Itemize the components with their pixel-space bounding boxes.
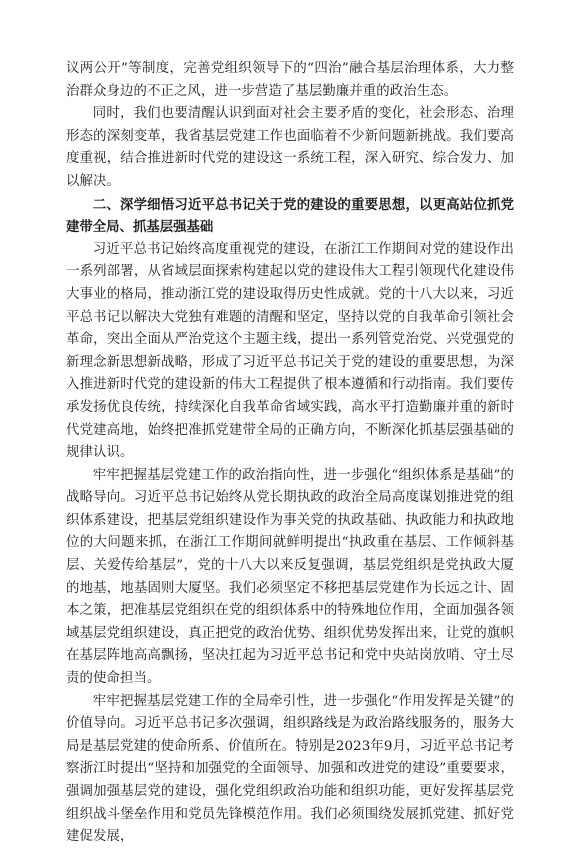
paragraph-political-orientation: 牢牢把握基层党建工作的政治指向性，进一步强化“组织体系是基础”的战略导向。习近平总书记始终从党长期执政的政治全局高度谋划推进党的组织体系建设，把基层党组织建设作为事关党的执政基础、执政能力和执政地位的大问题来抓，在浙江工作期间就鲜明提出“执政重在基层、工作倾斜基层、关爱传给基层”，党的十八大以来反复强调，基层党组织是党执政大厦的地基，地基固则大厦坚。我们必须坚定不移把基层党建作为长远之计、固本之策，把准基层党组织在党的组织体系中的特殊地位作用，全面加强各领域基层党组织建设，真正把党的政治优势、组织优势发挥出来，让党的旗帜在基层阵地高高飘扬，坚决扛起为习近平总书记和党中央站岗放哨、守土尽责的使命担当。 xyxy=(66,467,514,687)
document-page xyxy=(66,58,514,849)
section-heading: 二、深学细悟习近平总书记关于党的建设的重要思想，以更高站位抓党建带全局、抓基层强基础 xyxy=(66,196,514,236)
paragraph-overall-leadership: 牢牢把握基层党建工作的全局牵引性，进一步强化“作用发挥是关键”的价值导向。习近平总书记多次强调，组织路线是为政治路线服务的，服务大局是基层党建的使命所系、价值所在。特别是2023年9月，习近平总书记考察浙江时提出“坚持和加强党的全面领导、加强和改进党的建设”重要要求，强调加强基层党的建设，强化党组织政治功能和组织功能，更好发挥基层党组织战斗堡垒作用和党员先锋模范作用。我们必须围绕发展抓党建、抓好党建促发展， xyxy=(66,693,514,845)
paragraph-continued: 议两公开”等制度，完善党组织领导下的“四治”融合基层治理体系，大力整治群众身边的不正之风，进一步营造了基层勤廉并重的政治生态。 xyxy=(66,61,514,99)
paragraph-challenges: 同时，我们也要清醒认识到面对社会主要矛盾的变化，社会形态、治理形态的深刻变革，我省基层党建工作也面临着不少新问题新挑战。我们要高度重视，结合推进新时代党的建设这一系统工程，深入研究、综合发力、加以解决。 xyxy=(66,106,514,189)
paragraph-party-building-thought: 习近平总书记始终高度重视党的建设，在浙江工作期间对党的建设作出一系列部署，从省域层面探索构建起以党的建设伟大工程引领现代化建设伟大事业的格局，推动浙江党的建设取得历史性成就。党的十八大以来，习近平总书记以解决大党独有难题的清醒和坚定，坚持以党的自我革命引领社会革命，突出全面从严治党这个主题主线，提出一系列管党治党、兴党强党的新理念新思想新战略，形成了习近平总书记关于党的建设的重要思想，为深入推进新时代党的建设新的伟大工程提供了根本遵循和行动指南。我们要传承发扬优良传统，持续深化自我革命省域实践，高水平打造勤廉并重的新时代党建高地，始终把准抓党建带全局的正确方向，不断深化抓基层强基础的规律认识。 xyxy=(66,241,514,461)
